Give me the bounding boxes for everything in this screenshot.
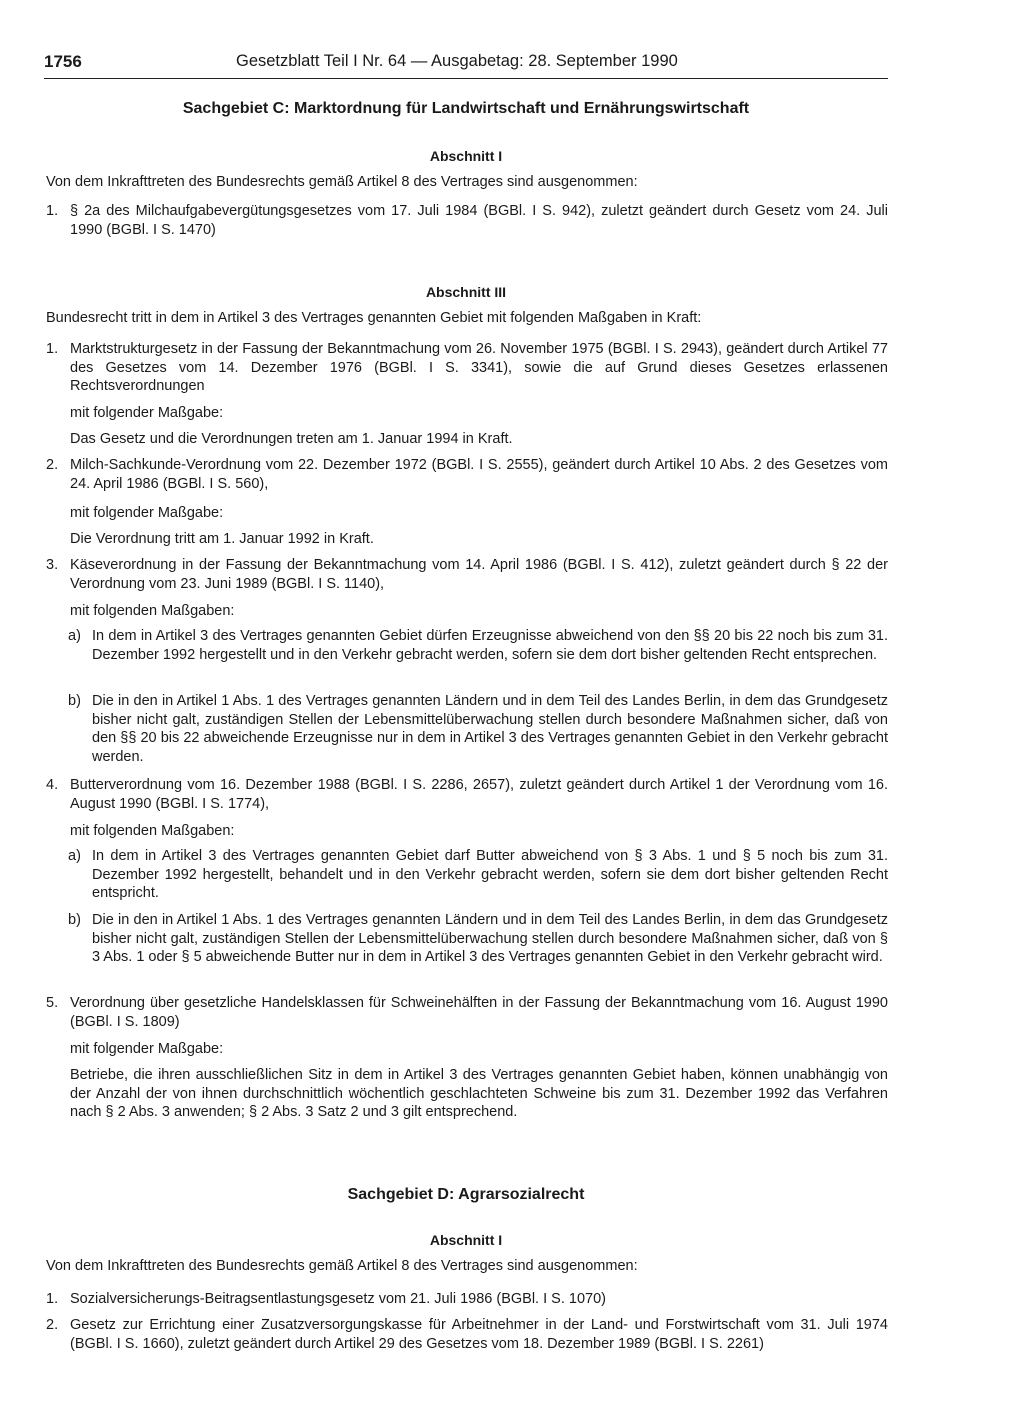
item-text: Verordnung über gesetzliche Handelsklassen für Schweinehälften in der Fassung der Bekanntmachung vom 16. August 1990 (BGBl. I S. 1809) [70,995,888,1030]
massgabe-label: mit folgenden Maßgaben: [70,603,235,619]
item-number: 1. [46,203,59,219]
item-number: 4. [46,777,59,793]
item-text: Sozialversicherungs-Beitragsentlastungsgesetz vom 21. Juli 1986 (BGBl. I S. 1070) [70,1291,606,1307]
sub-item-letter: b) [68,912,81,928]
massgabe-detail: Die Verordnung tritt am 1. Januar 1992 in Kraft. [70,531,374,547]
item-number: 5. [46,995,59,1011]
item-text: Milch-Sachkunde-Verordnung vom 22. Dezember 1972 (BGBl. I S. 2555), geändert durch Artikel 10 Abs. 2 des Gesetzes vom 24. April 1986 (BGBl. I S. 560), [70,457,888,492]
sub-item-text: Die in den in Artikel 1 Abs. 1 des Vertrages genannten Ländern und in dem Teil des Landes Berlin, in dem das Grundgesetz bisher nicht galt, zuständigen Stellen der Lebensmittelüberwachung stellen durch besondere Maßnahmen sicher, daß von den §§ 20 bis 22 abweichende Erzeugnisse nur in dem in Artikel 3 des Vertrages genannten Gebiet in den Verkehr gebracht werden. [92,693,888,765]
section-d-title: Sachgebiet D: Agrarsozialrecht [347,1186,585,1203]
section-c-abschnitt-1-heading: Abschnitt I [429,148,503,164]
sub-item-letter: a) [68,628,81,644]
item-number: 1. [46,1291,59,1307]
item-text: Gesetz zur Errichtung einer Zusatzversorgungskasse für Arbeitnehmer in der Land- und Forstwirtschaft vom 31. Juli 1974 (BGBl. I S. 1660), zuletzt geändert durch Artikel 29 des Gesetzes vom 18. Dezember 1989 (BGBl. I S. 2261) [70,1317,888,1352]
section-c-abschnitt-1-intro: Von dem Inkrafttreten des Bundesrechts gemäß Artikel 8 des Vertrages sind ausgenommen: [46,174,638,190]
header-rule [44,78,888,79]
massgabe-label: mit folgender Maßgabe: [70,405,224,421]
sub-item-letter: a) [68,848,81,864]
sub-item-letter: b) [68,693,81,709]
massgabe-detail: Das Gesetz und die Verordnungen treten am 1. Januar 1994 in Kraft. [70,431,513,447]
item-number: 2. [46,1317,59,1333]
item-text: § 2a des Milchaufgabevergütungsgesetzes vom 17. Juli 1984 (BGBl. I S. 942), zuletzt geändert durch Gesetz vom 24. Juli 1990 (BGBl. I S. 1470) [70,203,888,238]
massgabe-label: mit folgender Maßgabe: [70,1041,224,1057]
sub-item-text: In dem in Artikel 3 des Vertrages genannten Gebiet darf Butter abweichend von § 3 Abs. 1 und § 5 noch bis zum 31. Dezember 1992 hergestellt, behandelt und in den Verkehr gebracht werden, sofern sie dem dort bisher geltenden Recht entspricht. [92,848,888,901]
section-c-abschnitt-3-heading: Abschnitt III [425,284,507,300]
item-number: 1. [46,341,59,357]
page-header [44,52,888,82]
item-text: Käseverordnung in der Fassung der Bekanntmachung vom 14. April 1986 (BGBl. I S. 412), zuletzt geändert durch § 22 der Verordnung vom 23. Juni 1989 (BGBl. I S. 1140), [70,557,888,592]
item-text: Marktstrukturgesetz in der Fassung der Bekanntmachung vom 26. November 1975 (BGBl. I S. 2943), geändert durch Artikel 77 des Gesetzes vom 14. Dezember 1976 (BGBl. I S. 3341), sowie die auf Grund dieses Gesetzes erlassenen Rechtsverordnungen [70,341,888,394]
section-d-abschnitt-1-heading: Abschnitt I [429,1232,503,1248]
page-number: 1756 [44,52,82,71]
section-c-abschnitt-3-intro: Bundesrecht tritt in dem in Artikel 3 des Vertrages genannten Gebiet mit folgenden Maßgaben in Kraft: [46,310,702,326]
item-number: 3. [46,557,59,573]
section-d-abschnitt-1-intro: Von dem Inkrafttreten des Bundesrechts gemäß Artikel 8 des Vertrages sind ausgenommen: [46,1258,638,1274]
item-number: 2. [46,457,59,473]
massgabe-label: mit folgender Maßgabe: [70,505,224,521]
massgabe-detail: Betriebe, die ihren ausschließlichen Sitz in dem in Artikel 3 des Vertrages genannten Gebiet haben, können unabhängig von der Anzahl der von ihnen durchschnittlich wöchentlich geschlachteten Schweine bis zum 31. Dezember 1992 das Verfahren nach § 2 Abs. 3 anwenden; § 2 Abs. 3 Satz 2 und 3 gilt entsprechend. [70,1067,888,1120]
sub-item-text: Die in den in Artikel 1 Abs. 1 des Vertrages genannten Ländern und in dem Teil des Landes Berlin, in dem das Grundgesetz bisher nicht galt, zuständigen Stellen der Lebensmittelüberwachung stellen durch besondere Maßnahmen sicher, daß von § 3 Abs. 1 oder § 5 abweichende Butter nur in dem in Artikel 3 des Vertrages genannten Gebiet in den Verkehr gebracht wird. [92,912,888,965]
section-c-title: Sachgebiet C: Marktordnung für Landwirtschaft und Ernährungswirtschaft [182,100,750,117]
massgabe-label: mit folgenden Maßgaben: [70,823,235,839]
item-text: Butterverordnung vom 16. Dezember 1988 (BGBl. I S. 2286, 2657), zuletzt geändert durch Artikel 1 der Verordnung vom 16. August 1990 (BGBl. I S. 1774), [70,777,888,812]
sub-item-text: In dem in Artikel 3 des Vertrages genannten Gebiet dürfen Erzeugnisse abweichend von den §§ 20 bis 22 noch bis zum 31. Dezember 1992 hergestellt und in den Verkehr gebracht werden, sofern sie dem dort bisher geltenden Recht entsprechen. [92,628,888,663]
header-title: Gesetzblatt Teil I Nr. 64 — Ausgabetag: 28. September 1990 [236,52,678,70]
